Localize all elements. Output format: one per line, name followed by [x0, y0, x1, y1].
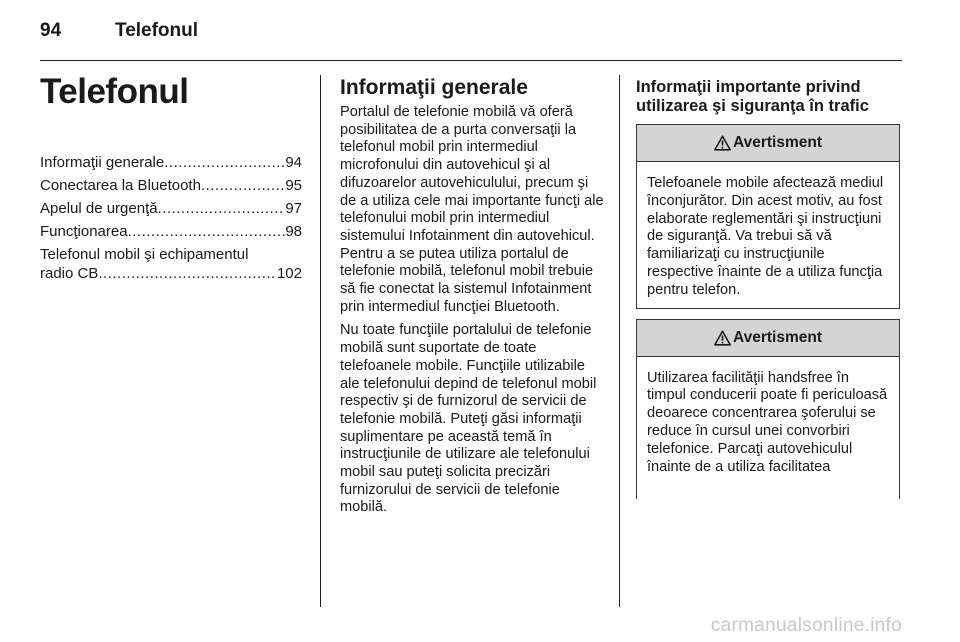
toc-item-label: Informaţii generale [40, 154, 165, 171]
toc-item-label-line1: Telefonul mobil şi echipamentul [40, 246, 249, 263]
warning-text: Utilizarea facilităţii handsfree în timpul conducerii poate fi periculoasă deoarece concentrarea şoferului se reduce în cursul unei convorbiri telefonice. Parcaţi autovehiculul înainte de a utiliza facilitatea [647, 369, 888, 475]
watermark: carmanualsonline.info [710, 615, 902, 636]
toc-item-page: 95 [285, 177, 302, 194]
toc-item[interactable] [40, 153, 302, 172]
page-number: 94 [40, 20, 62, 41]
warning-triangle-icon [714, 330, 731, 346]
toc-leader [158, 199, 286, 218]
body-paragraph: Portalul de telefonie mobilă vă oferă posibilitatea de a purta conversaţii la telefonul mobil prin intermediul microfonului din autovehicul şi al difuzoarelor autovehiculului, precum şi de a utiliza cele mai importante funcţi ale telefonului mobil prin intermediul sistemului Infotainment din autovehicul. Pentru a se putea utiliza portalul de telefonie mobilă, telefonul mobil trebuie să fie conectat la sistemul Infotainment prin intermediul funcţiei Bluetooth. [340, 104, 604, 315]
header-rule [40, 60, 902, 61]
toc-item-multiline[interactable] [40, 245, 302, 283]
warning-title: Avertisment [732, 328, 822, 346]
warning-triangle-icon [714, 135, 731, 151]
toc-item-page: 97 [285, 200, 302, 217]
toc-item-line2 [40, 264, 302, 283]
column-divider-1 [320, 75, 321, 607]
warning-title: Avertisment [732, 134, 822, 151]
warning-box [636, 124, 900, 309]
body-paragraph: Nu toate funcţiile portalului de telefonie mobilă sunt suportate de toate telefoanele mobile. Funcţiile utilizabile ale telefonului depind de telefonul mobil respectiv şi de furnizorul de servicii de telefonie mobilă. Puteţi găsi informaţii suplimentare pe această temă în instrucţiunile de utilizare ale telefonului mobil sau puteţi solicita precizări furnizorului de servicii de telefonie mobilă. [340, 322, 597, 516]
toc-leader [98, 264, 277, 283]
column-divider-2 [619, 75, 620, 607]
toc-column [40, 72, 302, 283]
warning-text: Telefoanele mobile afectează mediul înconjurător. Din acest motiv, au fost elaborate reglementări şi instrucţiuni de siguranţă. Va trebui să vă familiarizaţi cu instrucţiunile respective înainte de a utiliza funcţia pentru telefon. [647, 175, 884, 298]
toc-leader [128, 222, 286, 241]
warning-header [637, 125, 899, 162]
toc-item-label: Conectarea la Bluetooth [40, 177, 201, 194]
page-header [40, 20, 198, 42]
toc-item-page: 94 [285, 154, 302, 171]
toc-item[interactable] [40, 176, 302, 195]
toc-item-page: 102 [276, 265, 302, 282]
chapter-title: Telefonul [40, 72, 189, 111]
section-heading: Informaţii generale [340, 76, 528, 99]
toc-item-label: Funcţionarea [40, 223, 128, 240]
toc-item[interactable] [40, 199, 302, 218]
safety-column [636, 78, 900, 499]
warning-header [637, 320, 899, 357]
toc-leader [201, 176, 285, 195]
warning-box [636, 319, 900, 499]
toc-item[interactable] [40, 222, 302, 241]
general-info-column [340, 76, 604, 523]
section-heading: Informaţii importante privind utilizarea şi siguranţa în trafic [636, 78, 869, 115]
section-title: Telefonul [115, 20, 199, 41]
toc-item-page: 98 [285, 223, 302, 240]
toc-item-label-line2: radio CB [40, 265, 99, 282]
toc-item-label: Apelul de urgenţă [40, 200, 158, 217]
toc-leader [164, 153, 285, 172]
